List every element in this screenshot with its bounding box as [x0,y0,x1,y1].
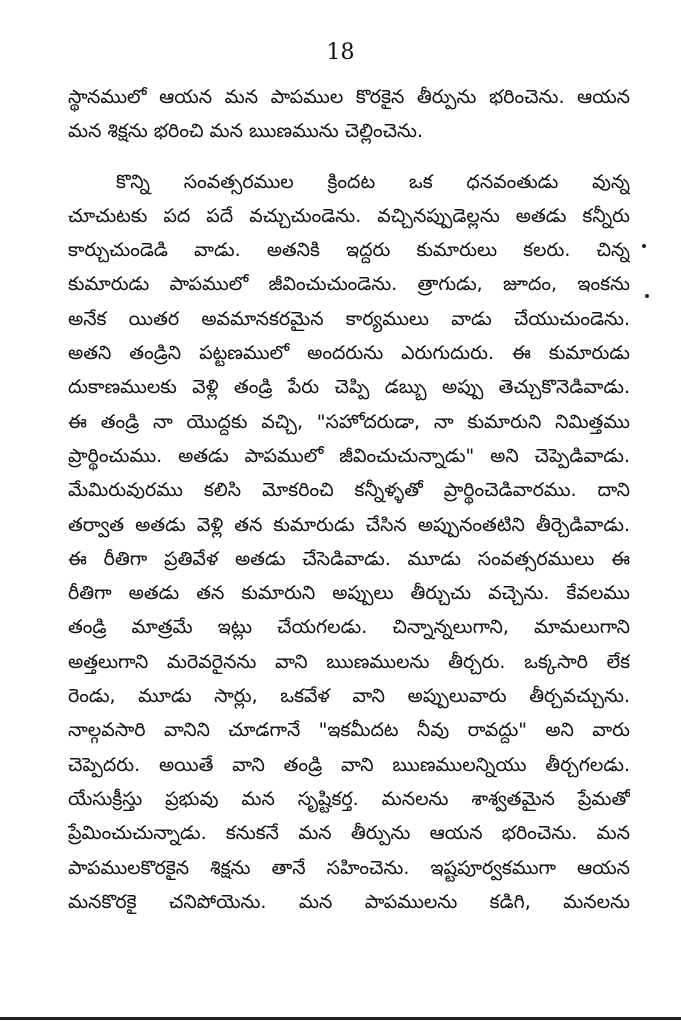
page-bottom-edge [0,1017,681,1020]
text-line: అత్తలుగాని మరెవరైనను వాని ఋణములను తీర్చరు. ఒక్కసారి లేక [68,650,630,673]
text-line: రెండు, మూడు సార్లు, ఒకవేళ వాని అప్పులువారు తీర్చవచ్చును. [68,685,630,708]
text-line: కొన్ని సంవత్సరముల క్రిందట ఒక ధనవంతుడు వున్న [116,170,630,193]
text-line: యేసుక్రీస్తు ప్రభువు మన సృష్టికర్త. మనలను శాశ్వతమైన ప్రేమతో [68,787,630,810]
text-line: స్థానములో ఆయన మన పాపముల కొరకైన తీర్పును భరించెను. ఆయన [68,86,630,108]
text-line: కార్చుచుండెడి వాడు. అతనికి ఇద్దరు కుమారులు కలరు. చిన్న [68,239,630,262]
text-line: ప్రేమించుచున్నాడు. కనుకనే మన తీర్పును ఆయన భరించెను. మన [68,822,630,845]
text-line: దుకాణములకు వెళ్లి తండ్రి పేరు చెప్పి డబ్బు అప్పు తెచ్చుకొనెడివాడు. [68,376,630,399]
text-line: తండ్రి మాత్రమే ఇట్లు చేయగలడు. చిన్నాన్నలుగాని, మామలుగాని [68,616,630,639]
page-number: 18 [326,40,355,65]
text-line: ఈ తండ్రి నా యొద్దకు వచ్చి, "సహోదరుడా, నా కుమారుని నిమిత్తము [68,410,630,433]
paragraph-2 [68,165,630,920]
text-line: ఈ రీతిగా ప్రతివేళ అతడు చేసెడివాడు. మూడు సంవత్సరములు ఈ [68,547,630,570]
text-line: ప్రార్థించుము. అతడు పాపములో జీవించుచున్నాడు" అని చెప్పెడివాడు. [68,444,630,467]
text-line: అతని తండ్రిని పట్టణములో అందరును ఎరుగుదురు. ఈ కుమారుడు [68,342,630,365]
text-line: పాపములకొరకైన శిక్షను తానే సహించెను. ఇష్టపూర్వకముగా ఆయన [68,856,630,879]
text-line: మేమిరువురము కలిసి మోకరించి కన్నీళ్ళతో ప్రార్థించెడివారము. దాని [68,479,630,502]
text-line: చెప్పెదరు. అయితే వాని తండ్రి వాని ఋణములన్నియు తీర్చగలడు. [68,753,630,776]
text-line: నాల్గవసారి వానిని చూడగానే "ఇకమీదట నీవు రావద్దు" అని వారు [68,719,630,742]
text-line: మనకొరకై చనిపోయెను. మన పాపములను కడిగి, మనలను [68,890,630,913]
text-line: అనేక యితర అవమానకరమైన కార్యములు వాడు చేయుచుండెను. [68,307,630,330]
paragraph-1 [68,80,630,149]
text-line: తర్వాత అతడు వెళ్లి తన కుమారుడు చేసిన అప్పునంతటిని తీర్చెడివాడు. [68,513,630,536]
text-line: మన శిక్షను భరించి మన ఋణమును చెల్లించెను. [68,120,423,143]
scan-speck [645,294,649,298]
text-line: రీతిగా అతడు తన కుమారుని అప్పులు తీర్చుచు వచ్చెను. కేవలము [68,582,630,605]
text-line: కుమారుడు పాపములో జీవించుచుండెను. త్రాగుడు, జూదం, ఇంకను [68,273,630,296]
text-line: చూచుటకు పద పదే వచ్చుచుండెను. వచ్చినప్పుడెల్లను అతడు కన్నీరు [68,204,630,227]
paragraph-spacer [68,149,630,165]
scan-speck [642,244,646,248]
body-text [68,80,630,919]
